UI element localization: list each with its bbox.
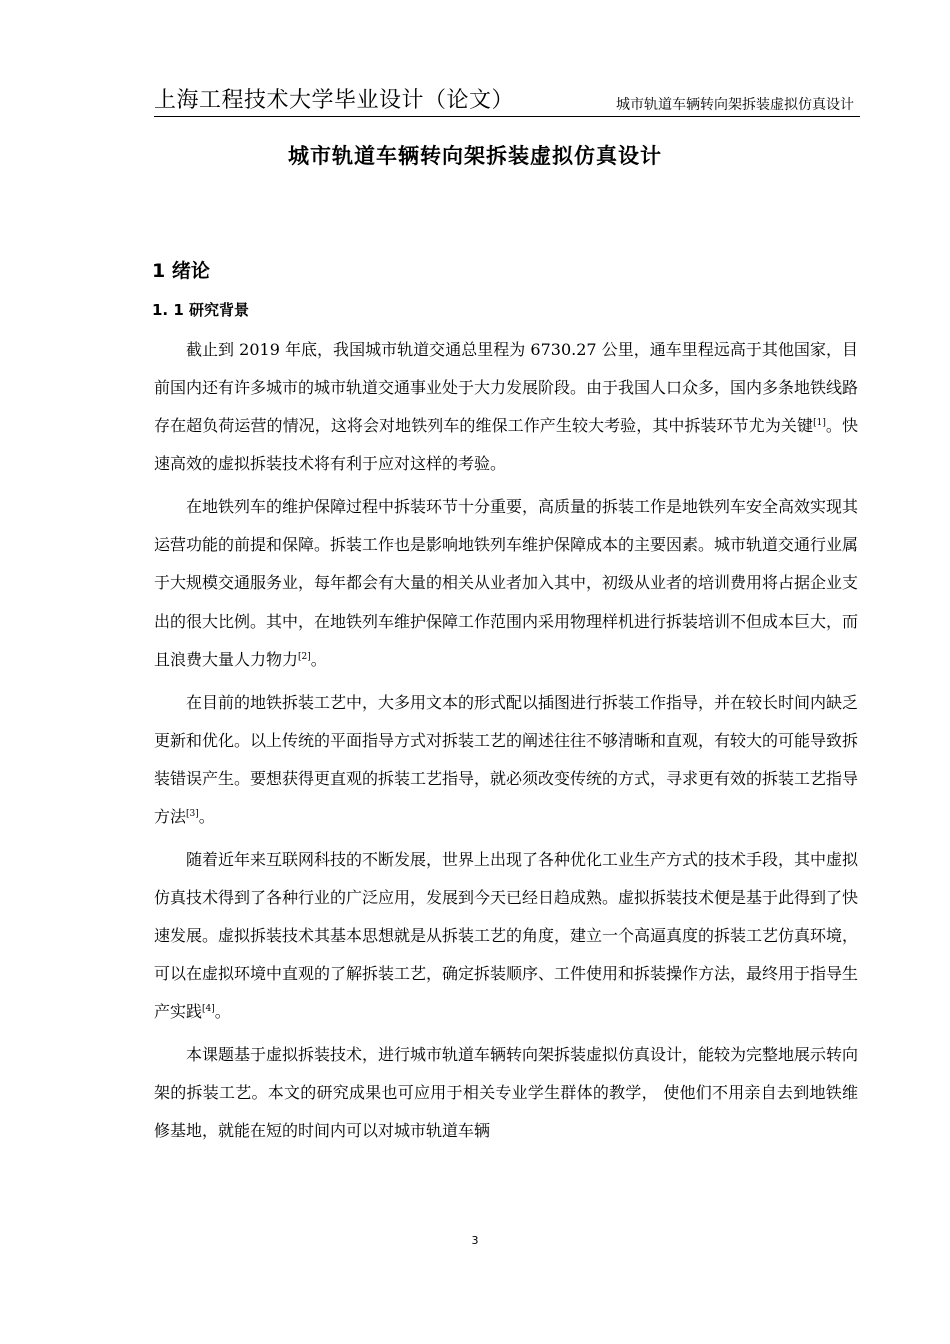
chapter-heading: 1 绪论 — [152, 260, 210, 282]
header-university-title: 上海工程技术大学毕业设计（论文） — [154, 88, 515, 113]
citation-ref: [3] — [186, 808, 199, 819]
paragraph — [154, 331, 858, 483]
paragraph-text: 截止到 2019 年底，我国城市轨道交通总里程为 6730.27 公里，通车里程远高于其他国家，目前国内还有许多城市的城市轨道交通事业处于大力发展阶段。由于我国人口众多，国内多条地铁线路存在超负荷运营的情况，这将会对地铁列车的维保工作产生较大考验，其中拆装环节尤为关键 — [154, 340, 859, 436]
citation-ref: [2] — [298, 651, 311, 662]
paragraph-tail: 。 — [214, 1002, 231, 1022]
paragraph-tail: 。 — [198, 806, 215, 826]
paragraph — [154, 488, 858, 678]
body-text — [154, 331, 858, 1155]
section-heading: 1. 1 研究背景 — [152, 301, 250, 319]
thesis-title: 城市轨道车辆转向架拆装虚拟仿真设计 — [288, 144, 662, 168]
citation-ref: [1] — [813, 418, 826, 429]
running-header — [154, 86, 860, 118]
paragraph — [154, 1036, 858, 1150]
page-number: 3 — [471, 1234, 479, 1247]
paragraph-text: 在目前的地铁拆装工艺中，大多用文本的形式配以插图进行拆装工作指导，并在较长时间内缺乏更新和优化。以上传统的平面指导方式对拆装工艺的阐述往往不够清晰和直观，有较大的可能导致拆装错误产生。要想获得更直观的拆装工艺指导，就必须改变传统的方式，寻求更有效的拆装工艺指导方法 — [154, 692, 859, 826]
paragraph-tail: 。快速高效的虚拟拆装技术将有利于应对这样的考验。 — [154, 416, 858, 474]
paragraph-text: 随着近年来互联网科技的不断发展，世界上出现了各种优化工业生产方式的技术手段，其中虚拟仿真技术得到了各种行业的广泛应用，发展到今天已经日趋成熟。虚拟拆装技术便是基于此得到了快速发展。虚拟拆装技术其基本思想就是从拆装工艺的角度，建立一个高逼真度的拆装工艺仿真环境，可以在虚拟环境中直观的了解拆装工艺，确定拆装顺序、工件使用和拆装操作方法，最终用于指导生产实践 — [154, 849, 859, 1022]
paragraph-tail: 。 — [310, 649, 327, 669]
paragraph-text: 本课题基于虚拟拆装技术，进行城市轨道车辆转向架拆装虚拟仿真设计，能较为完整地展示转向架的拆装工艺。本文的研究成果也可应用于相关专业学生群体的教学， 使他们不用亲自去到地铁维修基地，就能在短的时间内可以对城市轨道车辆 — [154, 1045, 859, 1141]
header-thesis-title: 城市轨道车辆转向架拆装虚拟仿真设计 — [616, 97, 854, 113]
citation-ref: [4] — [202, 1004, 215, 1015]
header-rule — [154, 116, 860, 117]
paragraph — [154, 841, 858, 1031]
paragraph-text: 在地铁列车的维护保障过程中拆装环节十分重要，高质量的拆装工作是地铁列车安全高效实现其运营功能的前提和保障。拆装工作也是影响地铁列车维护保障成本的主要因素。城市轨道交通行业属于大规模交通服务业，每年都会有大量的相关从业者加入其中，初级从业者的培训费用将占据企业支出的很大比例。其中，在地铁列车维护保障工作范围内采用物理样机进行拆装培训不但成本巨大，而且浪费大量人力物力 — [154, 497, 859, 669]
paragraph — [154, 684, 858, 836]
